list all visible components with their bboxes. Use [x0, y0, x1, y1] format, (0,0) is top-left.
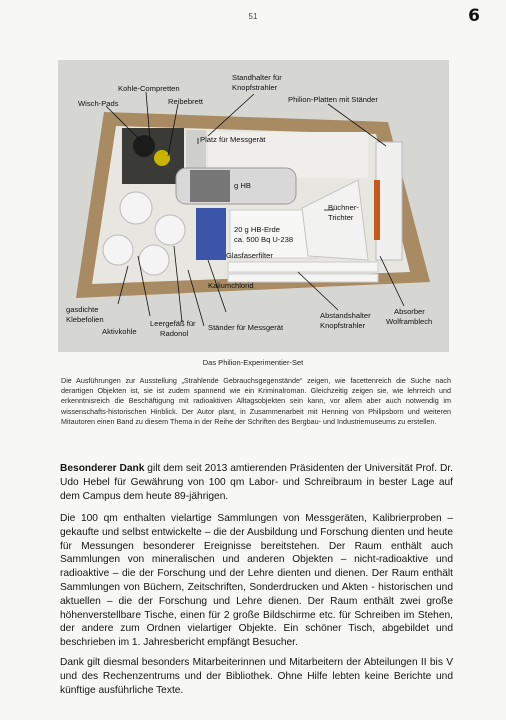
label-jar: g HB — [234, 181, 251, 190]
thanks-bold-lead: Besonderer Dank — [60, 463, 145, 474]
photo-drawing — [58, 60, 449, 352]
label-abstandshalter: Abstandshalter — [320, 311, 371, 320]
label-standhalter-2: Knopfstrahler — [232, 83, 278, 92]
label-kaliumchlorid: Kaliumchlorid — [208, 281, 254, 290]
label-staender-messgeraet: Ständer für Messgerät — [208, 323, 284, 332]
label-aktivkohle: Aktivkohle — [102, 327, 137, 336]
staff-thanks-paragraph: Dank gilt diesmal besonders Mitarbeiterinnen und Mitarbeitern der Abteilungen II bis V und des Rechenzentrums und der Bibliothek. Ohne Hilfe lebten keine Berichte und künftige ausführliche Texte. — [60, 657, 453, 696]
chapter-number: 6 — [468, 6, 480, 26]
label-buechner-2: Trichter — [328, 213, 354, 222]
figure-caption: Das Philion-Experimentier-Set — [202, 358, 304, 367]
label-absorber: Absorber — [394, 307, 425, 316]
label-hb-erde-2: ca. 500 Bq U-238 — [234, 235, 294, 244]
sample-packet — [196, 208, 226, 260]
collections-paragraph: Die 100 qm enthalten vielartige Sammlungen von Messgeräten, Kalibrierproben – gekaufte und selbst entwickelte – die der Ausbildung und Forschung dienten und heute für Messungen besonderer Ereignisse bereitstehen. Der Raum enthält auch Sammlungen von mineralischen und anderen Objekten – nicht-radioaktive und radioaktive – die der Forschung und der Lehre dienten und dienen. Der Raum enthält Sammlungen von Büchern, Zeitschriften, Sonderdrucken und Akten - historischen und aktuellen – die der Forschung und Lehre dienen. Der Raum enthält zwei große höhenverstellbare Tische, einen für 2 große Bildschirme etc. für Schreiben im Stehen, der andere zum Ordnen vielartiger Objekte. Ein schöner Tisch, abgebildet und beschrieben im 1. Jahresbericht empfängt Besucher. — [60, 513, 453, 649]
thanks-text: gilt dem seit 2013 amtierenden Präsidenten der Universität Prof. Dr. Udo Hebel für Gewährung von 100 qm Labor- und Schreibraum in bester Lage auf dem Campus dem heute 89-jährigen. — [60, 463, 453, 502]
bottle-cap-1 — [120, 192, 152, 224]
label-philion-platten: Philion-Platten mit Ständer — [288, 95, 378, 104]
label-hb-erde: 20 g HB-Erde — [234, 225, 281, 234]
label-platz-messgeraet: Platz für Messgerät — [200, 135, 266, 144]
bottle-cap-2 — [155, 215, 185, 245]
label-reibebrett: Reibebrett — [168, 97, 204, 106]
abstandshalter — [228, 262, 378, 272]
bottle-cap-4 — [139, 245, 169, 275]
label-glasfaserfilter: Glasfaserfilter — [226, 251, 273, 260]
thanks-paragraph — [60, 462, 453, 503]
label-gasdichte: gasdichte — [66, 305, 99, 314]
label-standhalter: Standhalter für — [232, 73, 282, 82]
page-number: 51 — [248, 12, 258, 21]
bottle-cap-3 — [103, 235, 133, 265]
label-kohle-compretten: Kohle-Compretten — [118, 84, 180, 93]
experiment-set-photo — [58, 60, 449, 352]
intro-paragraph: Die Ausführungen zur Ausstellung „Strahlende Gebrauchsgegenstände“ zeigen, wie facettenreich die Suche nach derartigen Objekten ist, sie ist zudem spannend wie ein Kriminalroman. Gleichzeitig zeigen sie, wie lehrreich und erkenntnisreich die Beschäftigung mit radioaktiven Alltagsobjekten sein kann, vor allem aber auch notwendig im wissenschafts-historischen Hinblick. Der Autor plant, in Zusammenarbeit mit Henning von Philipsborn und weiteren Mitautoren einen Band zu diesem Thema in der Reihe der Schriften des Bergbau- und Industriemuseums zu erstellen. — [61, 376, 451, 426]
dark-compartment — [122, 128, 184, 184]
label-abstandshalter-2: Knopfstrahler — [320, 321, 366, 330]
label-wisch-pads: Wisch-Pads — [78, 99, 119, 108]
yellow-pad — [154, 150, 170, 166]
jar-contents — [190, 170, 230, 202]
label-klebefolien: Klebefolien — [66, 315, 104, 324]
label-buechner: Büchner- — [328, 203, 359, 212]
kohle-compretten — [133, 135, 155, 157]
label-radonol: Radonol — [160, 329, 189, 338]
absorber-strip — [374, 180, 380, 240]
label-wolframblech: Wolframblech — [386, 317, 433, 326]
label-leergefaess: Leergefäß für — [150, 319, 196, 328]
